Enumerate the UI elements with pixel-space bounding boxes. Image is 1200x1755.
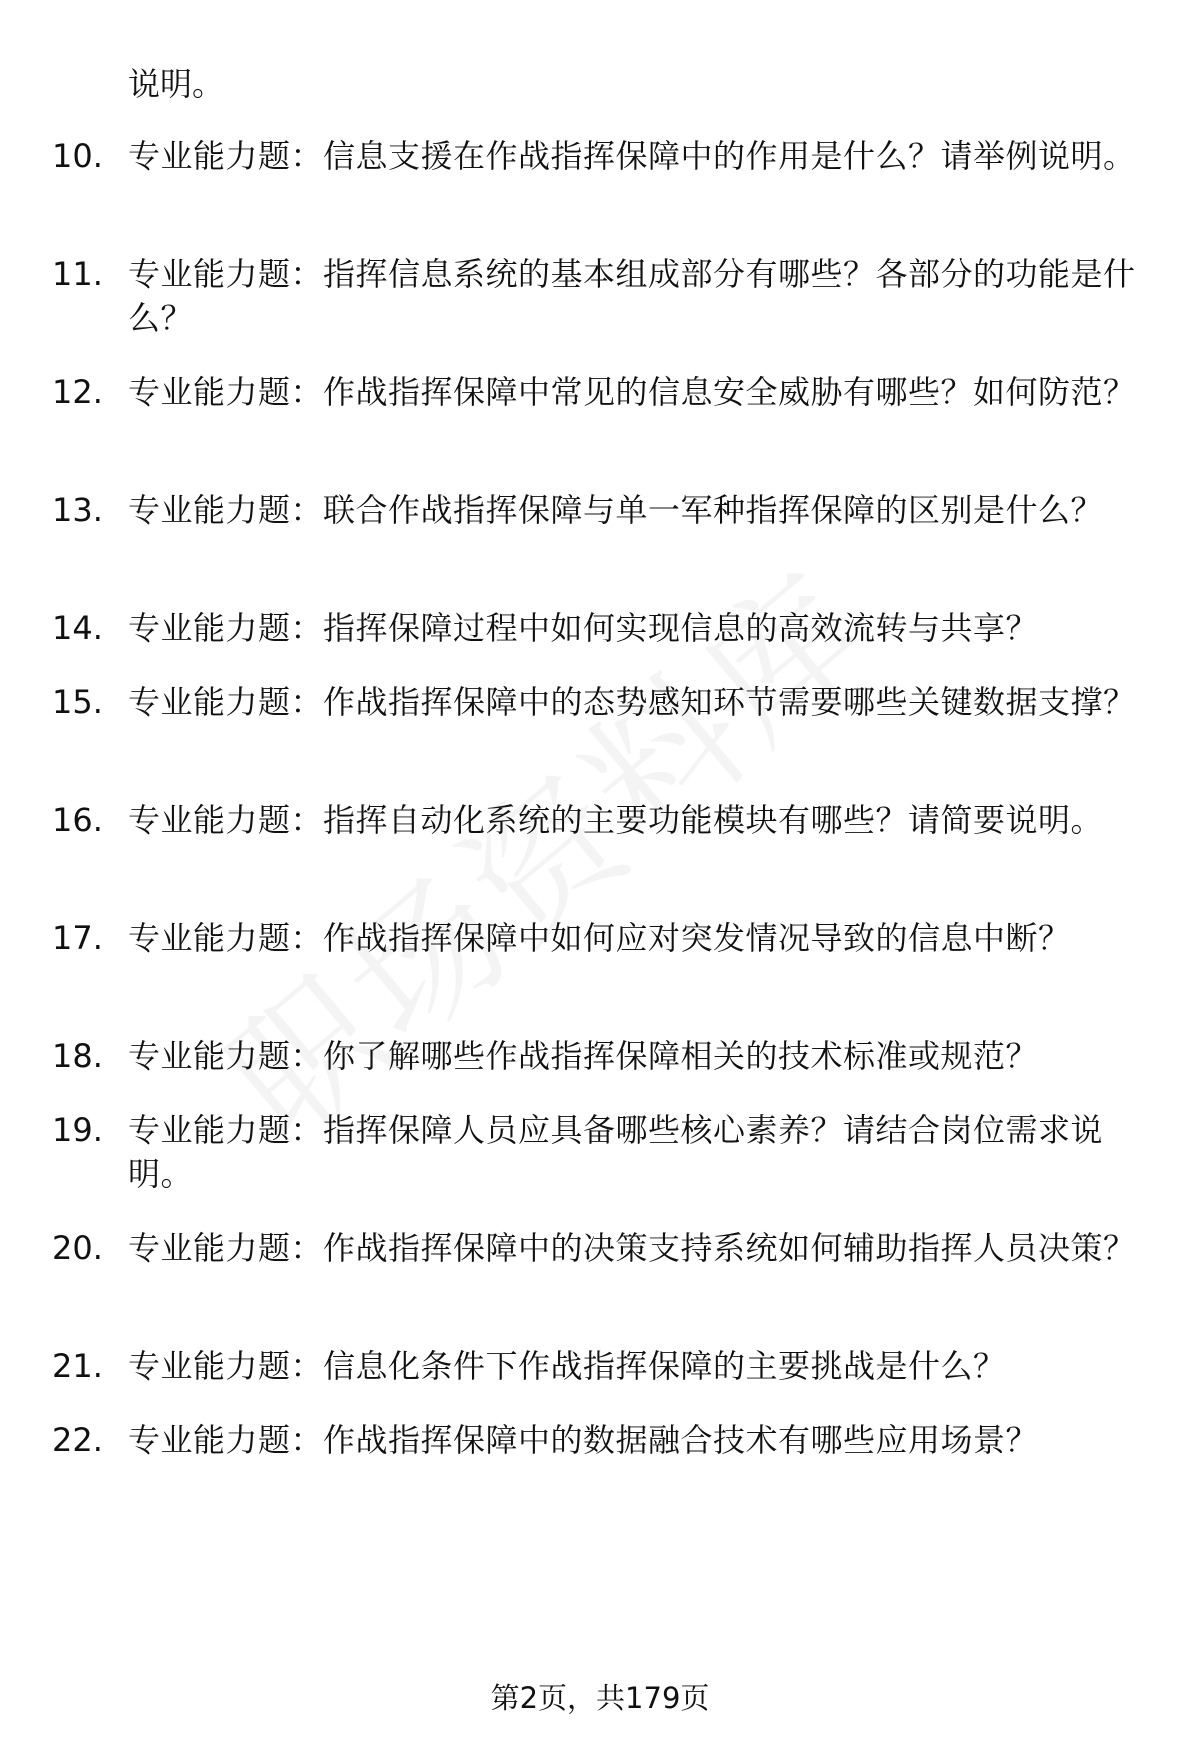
item-text: 专业能力题：作战指挥保障中的态势感知环节需要哪些关键数据支撑？ xyxy=(128,683,1136,721)
item-number: 16. xyxy=(52,801,103,839)
page-footer: 第2页，共179页 xyxy=(490,1681,710,1715)
item-text: 专业能力题：指挥信息系统的基本组成部分有哪些？各部分的功能是什么？ xyxy=(128,255,1136,337)
item-text: 专业能力题：指挥自动化系统的主要功能模块有哪些？请简要说明。 xyxy=(128,801,1104,839)
item-number: 12. xyxy=(52,373,103,411)
continuation-text: 说明。 xyxy=(128,65,225,103)
item-number: 15. xyxy=(52,683,103,721)
item-text: 专业能力题：作战指挥保障中常见的信息安全威胁有哪些？如何防范？ xyxy=(128,373,1136,411)
item-text: 专业能力题：作战指挥保障中的决策支持系统如何辅助指挥人员决策？ xyxy=(128,1229,1136,1267)
item-number: 18. xyxy=(52,1037,103,1075)
item-text: 专业能力题：指挥保障人员应具备哪些核心素养？请结合岗位需求说明。 xyxy=(128,1111,1104,1193)
item-number: 22. xyxy=(52,1421,103,1459)
item-text: 专业能力题：联合作战指挥保障与单一军种指挥保障的区别是什么？ xyxy=(128,491,1104,529)
item-number: 17. xyxy=(52,919,103,957)
item-number: 14. xyxy=(52,609,103,647)
item-number: 13. xyxy=(52,491,103,529)
item-number: 19. xyxy=(52,1111,103,1149)
item-number: 11. xyxy=(52,255,103,293)
item-number: 21. xyxy=(52,1347,103,1385)
item-text: 专业能力题：信息支援在作战指挥保障中的作用是什么？请举例说明。 xyxy=(128,137,1136,175)
item-text: 专业能力题：信息化条件下作战指挥保障的主要挑战是什么？ xyxy=(128,1347,1006,1385)
item-number: 10. xyxy=(52,137,103,175)
item-text: 专业能力题：指挥保障过程中如何实现信息的高效流转与共享？ xyxy=(128,609,1039,647)
item-text: 专业能力题：你了解哪些作战指挥保障相关的技术标准或规范？ xyxy=(128,1037,1039,1075)
item-text: 专业能力题：作战指挥保障中如何应对突发情况导致的信息中断？ xyxy=(128,919,1071,957)
item-number: 20. xyxy=(52,1229,103,1267)
item-text: 专业能力题：作战指挥保障中的数据融合技术有哪些应用场景？ xyxy=(128,1421,1039,1459)
